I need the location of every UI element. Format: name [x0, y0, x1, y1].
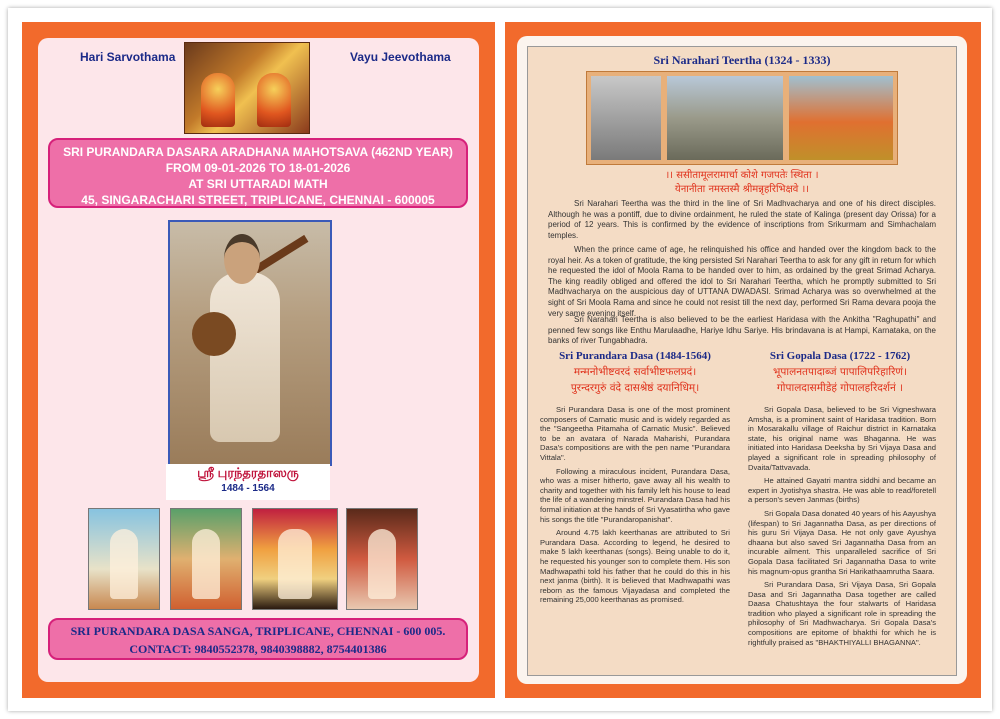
portrait-name: ஸ்ரீ புரந்தரதாஸரு — [197, 465, 299, 480]
narahari-sloka-1: ।। ससीतामूलरामार्चा कोशे गजपतेः स्थिता । — [665, 170, 819, 181]
gopala-para-4: Sri Purandara Dasa, Sri Vijaya Dasa, Sri Gopala Dasa and Sri Jagannatha Dasa together are called Daasa Chatushtaya the four stalwarts of Haridasa tradition who played a significant role in spreading the philosophy of Sri Madhwacharya. Sri Gopala Dasa's compositions are epitome of bhakthi for which he is rightfully praised as "BHAKTHIYALLI BHAGANNA". — [748, 580, 936, 647]
contact-banner — [48, 618, 468, 660]
purandara-para-2: Following a miraculous incident, Purandara Dasa, who was a miser hitherto, gave away all his wealth to charity and together with his family left his house to lead the life of a wandering minstrel. Purandara Dasa had his formal initiation at the hands of Sri Vyasatirtha who gave his songs the title "Purandaropanishat". — [540, 466, 730, 524]
event-line-3: AT SRI UTTARADI MATH — [188, 177, 328, 191]
left-inner — [38, 38, 479, 682]
thumb-image-4 — [346, 508, 418, 610]
purandara-portrait — [168, 220, 332, 466]
narahari-photos — [586, 71, 898, 165]
narahari-sloka-2: येनानीता नमस्तस्मै श्रीमन्नृहरिभिक्षवे ।। — [674, 184, 810, 195]
narahari-para-3: Sri Narahari Teertha is also believed to be the earliest Haridasa with the Ankitha "Raghupathi" and penned few songs like Enthu Marulaadhe, Hariye Idhu Sariye. His brindavana is at Hampi, Karnataka, on the banks of river Tungabhadra. — [548, 315, 936, 346]
gopala-title: Sri Gopala Dasa (1722 - 1762) — [769, 350, 911, 362]
deity-image — [184, 42, 310, 134]
event-banner — [48, 138, 468, 208]
photo-1 — [591, 76, 661, 160]
event-line-2: FROM 09-01-2026 TO 18-01-2026 — [165, 161, 351, 175]
right-inner — [517, 36, 967, 684]
purandara-para-3: Around 4.75 lakh keerthanas are attributed to Sri Purandara Dasa. According to legend, he desired to make 5 lakh keerthanas (songs). Being unable to do it, he requested his younger son to complete them. His son Madhwapathi told his father that he could do this in his next janma (birth). It is believed that Madhwapathi was reborn as the famous Vijayadasa and completed the remaining 25,000 keerthanas as promised. — [540, 528, 730, 605]
narahari-para-2: When the prince came of age, he relinquished his office and handed over the kingdom back to the royal heir. As a token of gratitude, the king persisted Sri Narahari Teertha to ask for any gift in return for which he requested the idol of Moola Rama to be handed over to him, as ordained by the great Srimad Acharya. The king readily obliged and offered the idol to Sri Narahari Teertha, which he promptly submitted to Sri Madhvacharya on the auspicious day of UTTANA DWADASI. Srimad Acharya was so overwhelmed at the sight of Sri Moola Rama and since he could not resist till the next day, performed Sri Rama devara pooja the very same evening itself. — [548, 245, 936, 318]
narahari-title: Sri Narahari Teertha (1324 - 1333) — [653, 53, 831, 67]
thumb-image-3 — [252, 508, 338, 610]
left-panel — [22, 22, 495, 698]
thumb-image-2 — [170, 508, 242, 610]
gopala-para-1: Sri Gopala Dasa, believed to be Sri Vigneshwara Amsha, is a prominent saint of Haridasa tradition. Born in Mosarakallu village of Raichur district in Karnataka state, his original name was Bhaganna. He was initiated into Haridasa Deeksha by Sri Vijaya Dasa and played a significant role in spreading philosophy of Dvaita/Tattvavada. — [748, 405, 936, 472]
sanga-text: SRI PURANDARA DASA SANGA, TRIPLICANE, CHENNAI - 600 005. — [70, 624, 446, 638]
purandara-sloka-1: मन्मनोभीष्टवरदं सर्वाभीष्टफलप्रदं। — [573, 366, 697, 378]
purandara-para-1: Sri Purandara Dasa is one of the most prominent composers of Carnatic music and is widely regarded as the "Sangeetha Pitamaha of Carnatic Music". Believed to be an avatara of Narada Maharishi, Purandara Dasa's compositions are with the pen name "Purandara Vittala". — [540, 405, 730, 462]
purandara-text — [540, 405, 730, 609]
content-frame — [527, 46, 957, 676]
event-line-4: 45, SINGARACHARI STREET, TRIPLICANE, CHENNAI - 600005 — [81, 193, 435, 207]
thumb-image-1 — [88, 508, 160, 610]
gopala-sloka-1: भूपालनतपादाब्जं पापालिपरिहारिणं। — [773, 366, 907, 378]
photo-3 — [789, 76, 893, 160]
purandara-sloka-2: पुरन्दरगुरुं वंदे दासश्रेष्ठं दयानिधिम्। — [570, 382, 700, 394]
gopala-text — [748, 405, 936, 651]
right-panel — [505, 22, 981, 698]
narahari-para-1: Sri Narahari Teertha was the third in the line of Sri Madhvacharya and one of his direct disciples. Although he was a pontiff, due to divine ordainment, he ruled the state of Kalinga (present day Orissa) for a period of 12 years. This is confirmed by the evidence of inscriptions from Srikurmam and Simhachalam temples. — [548, 199, 936, 240]
purandara-title: Sri Purandara Dasa (1484-1564) — [559, 350, 711, 362]
event-line-1: SRI PURANDARA DASARA ARADHANA MAHOTSAVA (462ND YEAR) — [63, 145, 453, 159]
gopala-sloka-2: गोपालदासमीडेहं गोपालहरिदर्शनं । — [776, 382, 904, 394]
header-left: Hari Sarvothama — [80, 50, 176, 64]
portrait-years: 1484 - 1564 — [221, 483, 275, 494]
header-right: Vayu Jeevothama — [350, 50, 451, 64]
brochure-sheet — [8, 8, 992, 711]
photo-2 — [667, 76, 783, 160]
contact-text: CONTACT: 9840552378, 9840398882, 8754401386 — [129, 642, 387, 656]
portrait-caption — [166, 464, 330, 500]
gopala-para-3: Sri Gopala Dasa donated 40 years of his Aayushya (lifespan) to Sri Jagannatha Dasa, as per directions of his guru Sri Vijaya Dasa. He not only gave Ayushya dhaana but also saved Sri Jagannatha Dasa from an incurable ailment. This unparalleled sacrifice of Sri Gopala Dasa facilitated Sri Jagannatha Dasa to write his magnum-opus grantha Sri Harikathaamrutha Saara. — [748, 508, 936, 576]
gopala-para-2: He attained Gayatri mantra siddhi and became an expert in Jyotishya shastra. He was able to read/foretell a person's seven Janmas (births) — [748, 476, 936, 505]
